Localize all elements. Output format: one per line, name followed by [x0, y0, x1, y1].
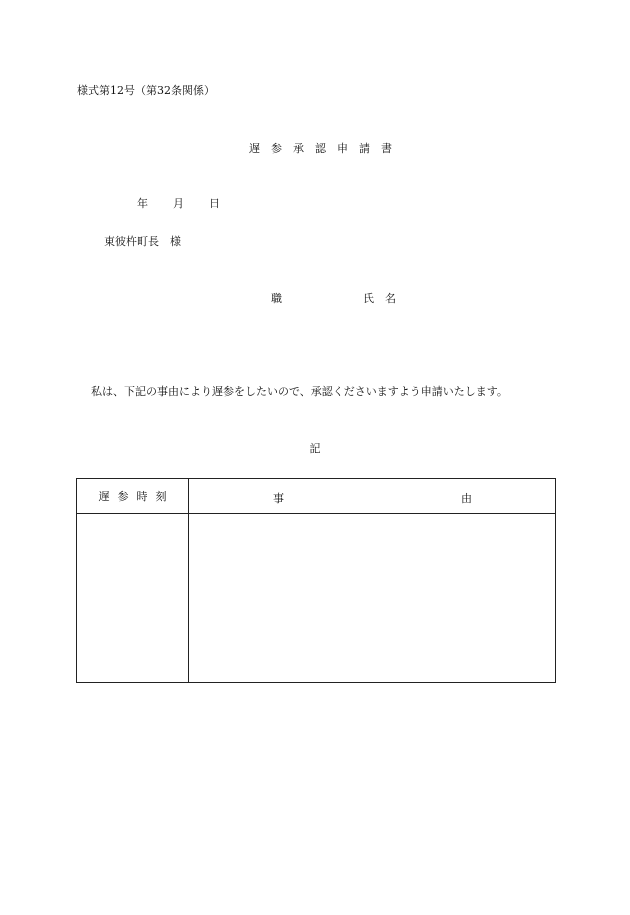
reason-cell[interactable] — [189, 514, 556, 683]
column-header-reason-char-1: 事 — [273, 492, 284, 505]
addressee: 東彼杵町長 様 — [104, 235, 181, 248]
detail-table — [76, 478, 556, 683]
time-cell[interactable] — [77, 514, 189, 683]
position-label: 職 — [271, 292, 282, 305]
table-header-row — [77, 479, 556, 514]
ki-heading: 記 — [309, 442, 321, 455]
column-header-time: 遅参時刻 — [77, 479, 189, 514]
name-label: 氏名 — [363, 292, 407, 305]
table-row — [77, 514, 556, 683]
column-header-reason-char-2: 由 — [461, 492, 472, 505]
document-title: 遅参承認申請書 — [249, 142, 403, 155]
date-day-label: 日 — [209, 197, 220, 210]
request-statement: 私は、下記の事由により遅参をしたいので、承認くださいますよう申請いたします。 — [91, 385, 508, 398]
form-number: 様式第12号（第32条関係） — [77, 84, 215, 97]
date-year-label: 年 — [137, 197, 148, 210]
column-header-reason — [189, 479, 556, 514]
date-month-label: 月 — [173, 197, 184, 210]
